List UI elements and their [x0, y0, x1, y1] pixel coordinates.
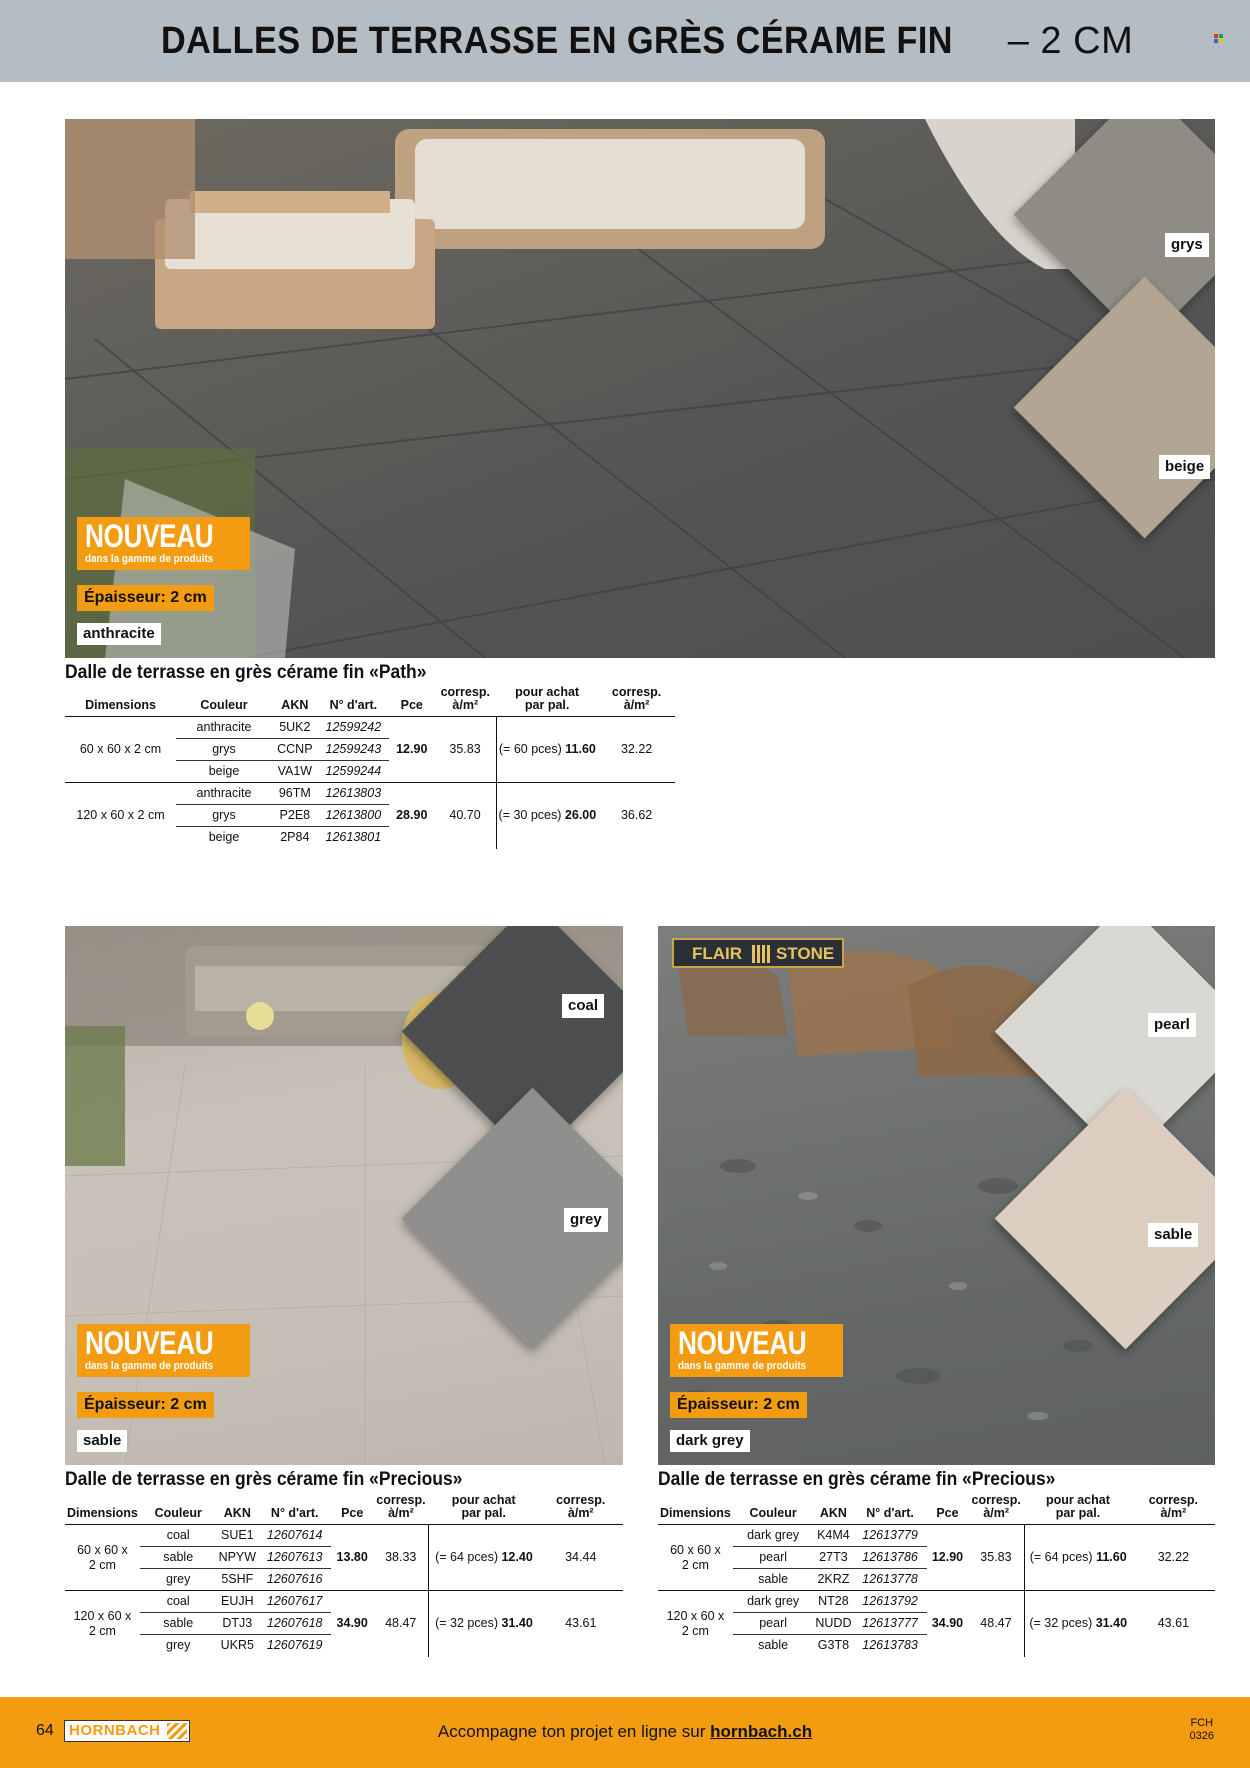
- cell-art: 12607616: [258, 1569, 331, 1591]
- cell-couleur: grey: [140, 1569, 217, 1591]
- page-title-main: DALLES DE TERRASSE EN GRÈS CÉRAME FIN: [160, 20, 953, 62]
- new-badge: [77, 517, 250, 570]
- cell-art: 12613800: [318, 805, 389, 827]
- col-header-pallet-a: pour achat: [515, 685, 580, 699]
- cell-pallet-corresp: 32.22: [1132, 1525, 1215, 1591]
- path-product-title: Dalle de terrasse en grès cérame fin «Path»: [65, 662, 427, 683]
- cell-pallet-corresp: 32.22: [598, 717, 675, 783]
- flairstone-logo: [672, 938, 844, 968]
- cell-akn: NPYW: [217, 1547, 259, 1569]
- cell-art: 12607618: [258, 1613, 331, 1635]
- col-header-akn: AKN: [272, 686, 318, 717]
- col-header-pallet-b: par pal.: [461, 1506, 506, 1520]
- table-row: [65, 783, 675, 805]
- col-header-dimensions: Dimensions: [658, 1494, 733, 1525]
- pallet-qty: (= 60 pces): [498, 742, 562, 756]
- col-header-pallet: [496, 686, 598, 717]
- cell-dimension: 60 x 60 x 2 cm: [65, 717, 176, 783]
- col-header-pallet-corresp-b: à/m²: [567, 1506, 594, 1520]
- cell-corresp: 48.47: [385, 1616, 417, 1631]
- col-header-pce: Pce: [389, 686, 434, 717]
- cell-couleur: anthracite: [176, 783, 272, 805]
- cell-couleur: sable: [758, 1638, 789, 1653]
- col-header-pallet-b: par pal.: [1055, 1506, 1101, 1520]
- col-header-akn: AKN: [217, 1494, 259, 1525]
- shown-color-label: anthracite: [77, 623, 161, 645]
- page-title: [0, 16, 1250, 66]
- cell-couleur: anthracite: [176, 717, 272, 739]
- pallet-qty: (= 64 pces): [435, 1550, 498, 1564]
- cell-couleur: grys: [176, 739, 272, 761]
- col-header-pallet-a: pour achat: [451, 1493, 516, 1507]
- cell-couleur: beige: [208, 830, 240, 845]
- cell-couleur: grys: [176, 805, 272, 827]
- cell-art: 12613801: [325, 830, 382, 845]
- pallet-qty: (= 64 pces): [1029, 1550, 1093, 1564]
- col-header-corresp-b: à/m²: [983, 1506, 1010, 1520]
- cell-pallet: [496, 717, 598, 783]
- swatch-label-sable: sable: [1148, 1223, 1198, 1247]
- new-badge: [670, 1324, 843, 1377]
- cell-couleur: pearl: [733, 1547, 814, 1569]
- col-header-art: N° d'art.: [318, 686, 389, 717]
- cell-akn: NT28: [813, 1591, 853, 1613]
- precious-darkgrey-price-table: [658, 1494, 1215, 1657]
- cell-dimension: [658, 1591, 733, 1657]
- cell-akn: VA1W: [272, 761, 318, 783]
- pallet-price: 11.60: [1096, 1550, 1127, 1564]
- col-header-pallet-corresp-a: corresp.: [556, 1493, 606, 1507]
- hornbach-logo-text: HORNBACH: [69, 1722, 161, 1739]
- new-badge: [77, 1324, 250, 1377]
- precious-sable-product-title: Dalle de terrasse en grès cérame fin «Precious»: [65, 1469, 463, 1490]
- new-badge-title: NOUVEAU: [85, 518, 214, 554]
- col-header-corresp: [373, 1494, 429, 1525]
- col-header-corresp-a: corresp.: [440, 685, 490, 699]
- cell-akn: G3T8: [817, 1638, 850, 1653]
- thickness-badge: Épaisseur: 2 cm: [77, 1392, 214, 1418]
- footer-tagline-text: Accompagne ton projet en ligne sur: [437, 1722, 711, 1741]
- col-header-pallet-corresp-a: corresp.: [611, 685, 662, 699]
- cell-pce: 28.90: [396, 808, 428, 823]
- pallet-price: 11.60: [565, 742, 596, 756]
- col-header-pallet-corresp: [598, 686, 675, 717]
- table-row: [65, 1591, 623, 1613]
- cell-pallet: [1024, 1591, 1132, 1657]
- pallet-price: 31.40: [501, 1616, 533, 1631]
- swatch-label-coal: coal: [562, 994, 604, 1018]
- color-mark: [1219, 34, 1223, 38]
- cell-corresp: 35.83: [434, 717, 496, 783]
- cell-akn: 2P84: [280, 830, 310, 845]
- page-footer: [0, 1697, 1250, 1768]
- swatch-label-beige: beige: [1159, 455, 1210, 479]
- new-badge-subtitle: dans la gamme de produits: [85, 1360, 214, 1372]
- cell-corresp: 38.33: [373, 1525, 429, 1591]
- path-product-photo: [65, 119, 1215, 658]
- cell-akn: 2KRZ: [813, 1569, 853, 1591]
- thickness-badge: Épaisseur: 2 cm: [670, 1392, 807, 1418]
- cell-akn: CCNP: [272, 739, 318, 761]
- col-header-corresp-a: corresp.: [376, 1493, 426, 1507]
- cell-pce: 34.90: [931, 1616, 964, 1631]
- color-mark: [1219, 39, 1223, 43]
- cell-art: 12613778: [853, 1569, 926, 1591]
- cell-couleur: pearl: [733, 1613, 814, 1635]
- catalog-code-b: 0326: [1189, 1730, 1214, 1742]
- cell-akn: SUE1: [217, 1525, 259, 1547]
- pallet-price: 26.00: [564, 808, 597, 823]
- precious-darkgrey-product-title: Dalle de terrasse en grès cérame fin «Precious»: [658, 1469, 1056, 1490]
- dimension-line-1: 120 x 60 x: [73, 1608, 132, 1623]
- page-title-thickness: – 2 CM: [996, 20, 1134, 62]
- cell-couleur: sable: [140, 1613, 217, 1635]
- cell-akn: EUJH: [217, 1591, 259, 1613]
- cell-akn: DTJ3: [217, 1613, 259, 1635]
- cell-corresp: 35.83: [968, 1525, 1024, 1591]
- cell-art: 12599242: [318, 717, 389, 739]
- cell-pallet-corresp: 43.61: [1157, 1616, 1190, 1631]
- cell-couleur: coal: [140, 1591, 217, 1613]
- col-header-couleur: Couleur: [733, 1494, 814, 1525]
- dimension-line-1: 60 x 60 x: [670, 1542, 721, 1557]
- cell-corresp: 40.70: [449, 808, 481, 823]
- cell-art: 12613803: [318, 783, 389, 805]
- cell-couleur: dark grey: [733, 1591, 814, 1613]
- cell-pallet: [429, 1591, 539, 1657]
- dimension-line-2: 2 cm: [681, 1557, 709, 1572]
- col-header-corresp-a: corresp.: [971, 1493, 1021, 1507]
- col-header-dimensions: Dimensions: [65, 1494, 140, 1525]
- cell-art: 12607619: [266, 1638, 323, 1653]
- cell-akn: 27T3: [813, 1547, 853, 1569]
- cell-pallet-corresp: 36.62: [620, 808, 653, 823]
- new-badge-title: NOUVEAU: [678, 1325, 807, 1361]
- brand-mark-icon: [752, 945, 770, 963]
- cell-art: 12613792: [853, 1591, 926, 1613]
- pallet-price: 12.40: [501, 1550, 533, 1564]
- col-header-art: N° d'art.: [853, 1494, 926, 1525]
- dimension-line-1: 120 x 60 x: [666, 1608, 725, 1623]
- dimension-line-2: 2 cm: [681, 1623, 709, 1638]
- cell-pce: 12.90: [389, 717, 434, 783]
- col-header-pallet: [429, 1494, 539, 1525]
- col-header-pce: Pce: [331, 1494, 373, 1525]
- col-header-pallet-b: par pal.: [524, 698, 570, 712]
- table-row: [658, 1525, 1215, 1547]
- col-header-pallet-corresp: [539, 1494, 624, 1525]
- shown-color-label: sable: [77, 1430, 127, 1452]
- website-link[interactable]: hornbach.ch: [710, 1722, 813, 1741]
- cell-pallet: [429, 1525, 539, 1591]
- cell-akn: 5UK2: [272, 717, 318, 739]
- cell-art: 12613786: [853, 1547, 926, 1569]
- swatch-label-grys: grys: [1165, 233, 1209, 257]
- cell-couleur: sable: [733, 1569, 814, 1591]
- cell-dimension: [658, 1525, 733, 1591]
- col-header-corresp-b: à/m²: [388, 1506, 414, 1520]
- cell-couleur: sable: [140, 1547, 217, 1569]
- cell-akn: P2E8: [272, 805, 318, 827]
- col-header-corresp: [434, 686, 496, 717]
- cell-pce: 12.90: [927, 1525, 969, 1591]
- cell-art: 12613777: [853, 1613, 926, 1635]
- cell-art: 12607617: [258, 1591, 331, 1613]
- cell-corresp: 48.47: [980, 1616, 1012, 1631]
- cell-art: 12599244: [318, 761, 389, 783]
- new-badge-subtitle: dans la gamme de produits: [85, 553, 214, 565]
- col-header-couleur: Couleur: [176, 686, 272, 717]
- cell-art: 12613779: [853, 1525, 926, 1547]
- cell-couleur: dark grey: [733, 1525, 814, 1547]
- table-row: [65, 717, 675, 739]
- cell-pce: 13.80: [331, 1525, 373, 1591]
- thickness-badge: Épaisseur: 2 cm: [77, 585, 214, 611]
- cell-pallet-corresp: 43.61: [565, 1616, 597, 1631]
- cell-art: 12607613: [258, 1547, 331, 1569]
- col-header-pallet-corresp-b: à/m²: [623, 698, 650, 712]
- col-header-corresp: [968, 1494, 1024, 1525]
- col-header-pce: Pce: [927, 1494, 969, 1525]
- cell-akn: 5SHF: [217, 1569, 259, 1591]
- swatch-label-pearl: pearl: [1148, 1013, 1196, 1037]
- swatch-label-grey: grey: [564, 1208, 608, 1232]
- cell-couleur: coal: [140, 1525, 217, 1547]
- brand-left: FLAIR: [692, 944, 743, 963]
- cell-couleur: grey: [166, 1638, 191, 1653]
- shown-color-label: dark grey: [670, 1430, 750, 1452]
- dimension-line-2: 2 cm: [88, 1557, 116, 1572]
- pallet-price: 31.40: [1095, 1616, 1128, 1631]
- cell-dimension: [65, 1525, 140, 1591]
- color-mark: [1214, 39, 1218, 43]
- cell-couleur: beige: [176, 761, 272, 783]
- cell-dimension: [65, 1591, 140, 1657]
- dimension-line-2: 2 cm: [88, 1623, 116, 1638]
- table-row: [65, 1525, 623, 1547]
- cell-pce: 34.90: [336, 1616, 368, 1631]
- col-header-couleur: Couleur: [140, 1494, 217, 1525]
- path-price-table: [65, 686, 675, 849]
- precious-sable-product-photo: [65, 926, 623, 1465]
- page-number: 64: [36, 1722, 54, 1739]
- catalog-code: [1190, 1717, 1214, 1743]
- cell-pallet: [1024, 1525, 1132, 1591]
- cell-akn: NUDD: [813, 1613, 853, 1635]
- cell-pallet-corresp: 34.44: [539, 1525, 624, 1591]
- col-header-corresp-b: à/m²: [452, 698, 479, 712]
- new-badge-title: NOUVEAU: [85, 1325, 214, 1361]
- precious-sable-price-table: [65, 1494, 623, 1657]
- cell-art: 12599243: [318, 739, 389, 761]
- dimension-line-1: 60 x 60 x: [77, 1542, 128, 1557]
- cell-dimension: 120 x 60 x 2 cm: [76, 808, 165, 823]
- footer-tagline: [0, 1720, 1250, 1744]
- cell-akn: UKR5: [220, 1638, 254, 1653]
- brand-right: STONE: [776, 944, 835, 963]
- col-header-dimensions: Dimensions: [65, 686, 176, 717]
- cell-art: 12607614: [258, 1525, 331, 1547]
- col-header-art: N° d'art.: [258, 1494, 331, 1525]
- col-header-pallet: [1024, 1494, 1132, 1525]
- cell-akn: K4M4: [813, 1525, 853, 1547]
- cell-pallet: [496, 783, 598, 849]
- col-header-pallet-corresp-a: corresp.: [1148, 1493, 1199, 1507]
- cell-art: 12613783: [862, 1638, 918, 1653]
- col-header-pallet-corresp-b: à/m²: [1160, 1506, 1187, 1520]
- new-badge-subtitle: dans la gamme de produits: [678, 1360, 807, 1372]
- color-marks-icon: [1214, 34, 1224, 44]
- cell-akn: 96TM: [272, 783, 318, 805]
- table-row: [658, 1591, 1215, 1613]
- precious-darkgrey-product-photo: [658, 926, 1215, 1465]
- pallet-qty: (= 32 pces): [435, 1616, 498, 1631]
- pallet-qty: (= 32 pces): [1029, 1616, 1093, 1631]
- color-mark: [1214, 34, 1218, 38]
- catalog-code-a: FCH: [1190, 1717, 1214, 1729]
- col-header-pallet-a: pour achat: [1045, 1493, 1110, 1507]
- col-header-akn: AKN: [813, 1494, 853, 1525]
- pallet-qty: (= 30 pces): [498, 808, 562, 823]
- col-header-pallet-corresp: [1132, 1494, 1215, 1525]
- page-header: [0, 0, 1250, 82]
